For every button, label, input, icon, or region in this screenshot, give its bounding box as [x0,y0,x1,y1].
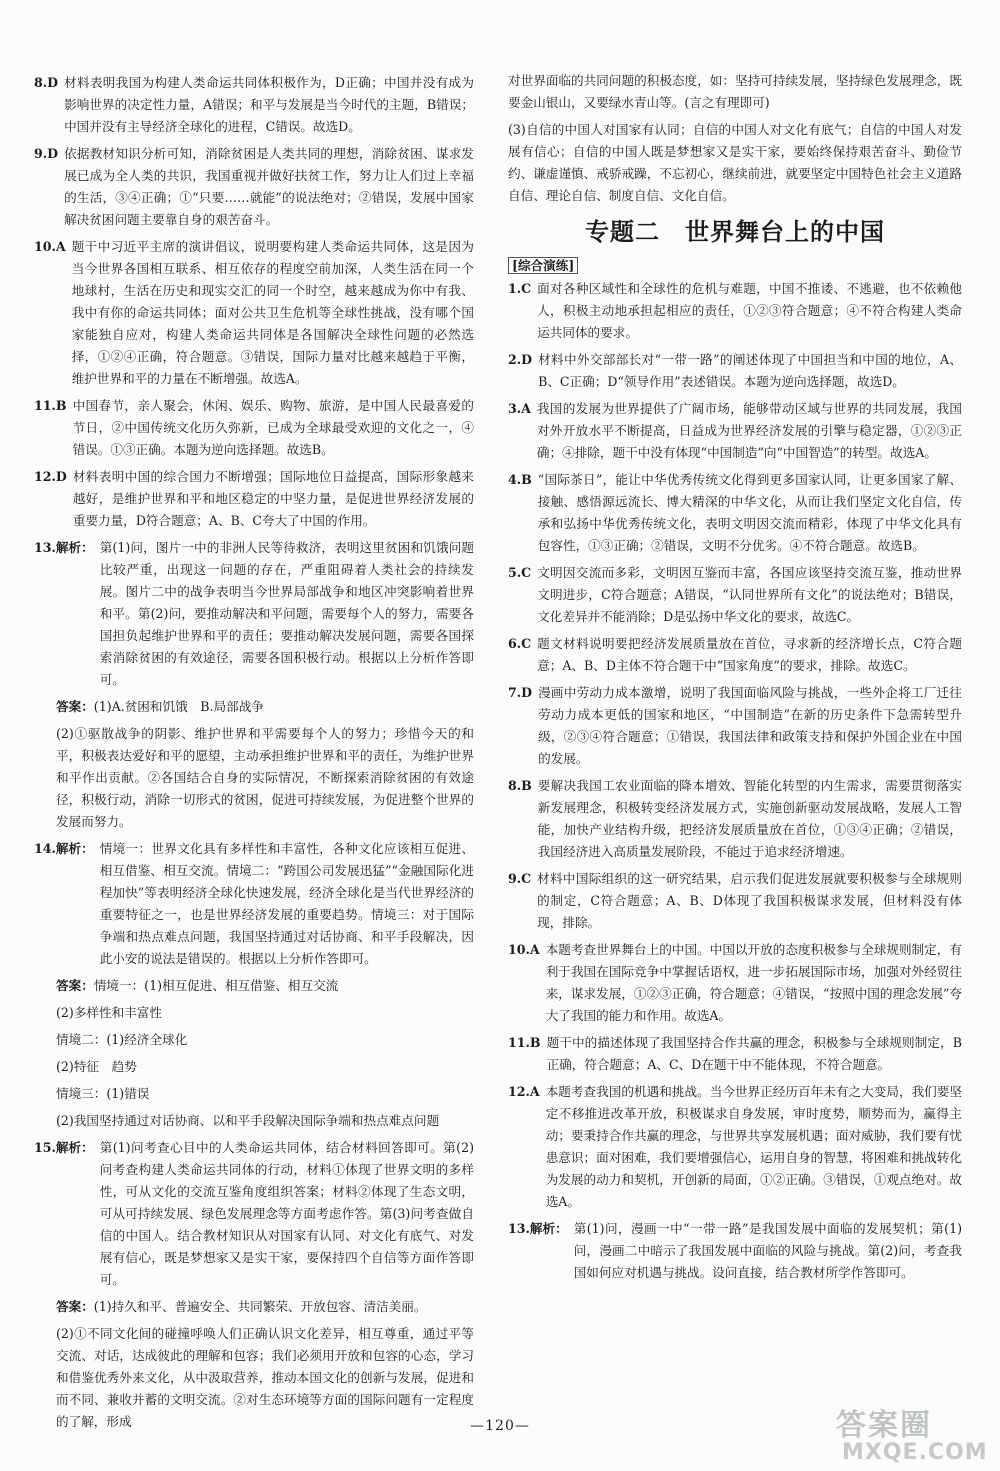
question-number: 10.A [34,239,66,254]
question-text: 中国春节，亲人聚会，休闲、娱乐、购物、旅游，是中国人民最喜爱的节日，②中国传统文化历久弥新，已成为全球最受欢迎的文化之一，④错误。①③正确。本题为逆向选择题。故选B。 [72,398,474,457]
question-item [508,682,962,770]
answer-continuation [34,1323,474,1433]
answer-continuation [508,119,962,207]
question-number: 10.A [508,942,540,957]
paragraph-text: (2)我国坚持通过对话协商、以和平手段解决国际争端和热点难点问题 [56,1113,440,1128]
question-number: 9.D [34,146,59,161]
watermark-logo [830,1400,1000,1471]
question-item [508,349,962,393]
answer-continuation [34,1056,474,1078]
right-column [508,70,962,1289]
question-number: 1.C [508,281,532,296]
page-number: —120— [470,1418,530,1434]
question-item [508,775,962,863]
question-text: 情境一：世界文化具有多样性和丰富性，各种文化应该相互促进、相互借鉴、相互交流。情境二：“跨国公司发展迅猛”“金融国际化进程加快”等表明经济全球化快速发展，经济全球化是当代世界经济的重要特征之一，也是世界经济发展的重要趋势。情境三：对于国际争端和热点难点问题，我国坚持通过对话协商、和平手段解决，因此小安的说法是错误的。根据以上分析作答即可。 [99,841,474,966]
question-text: 第(1)问考查心目中的人类命运共同体，结合材料回答即可。第(2)问考查构建人类命运共同体的行动，材料①体现了世界文明的多样性，可从文化的交流互鉴角度组织答案；材料②体现了生态文明，可从可持续发展、绿色发展理念等方面考虑作答。第(3)问考查做自信的中国人。结合教材知识从对国家有认同、对文化有底气、对发展有信心，既是梦想家又是实干家，要保持四个自信等方面作答即可。 [99,1140,474,1287]
paragraph-text: 对世界面临的共同问题的积极态度，如：坚持可持续发展，坚持绿色发展理念，既要金山银山，又要绿水青山等。(言之有理即可) [508,73,962,110]
question-number: 2.D [508,352,533,367]
question-text: 材料表明我国为构建人类命运共同体积极作为，D正确；中国并没有成为影响世界的决定性力量，A错误；和平与发展是当今时代的主题，B错误；中国并没有主导经济全球化的进程，C错误。故选D。 [64,75,474,134]
left-column [34,72,474,1438]
answer-continuation [34,1110,474,1132]
question-item [508,633,962,677]
question-number: 3.A [508,401,531,416]
question-item [34,72,474,138]
question-number: 5.C [508,565,532,580]
right-bottom-items [508,278,962,1284]
question-text: 题干中的描述体现了我国坚持合作共赢的理念，积极参与全球规则制定，B正确，符合题意；A、C、D在题干中不能体现，不符合题意。 [546,1035,962,1072]
question-number: 8.B [508,778,532,793]
paragraph-text: 情境二：(1)经济全球化 [56,1032,188,1047]
question-number: 7.D [508,685,533,700]
question-item [508,278,962,344]
question-item [508,1218,962,1284]
question-item [508,868,962,934]
question-number: 11.B [34,398,67,413]
question-text: 第(1)问，漫画一中“一带一路”是我国发展中面临的发展契机；第(1)问，漫画二中暗示了我国发展中面临的风险与挑战。第(2)问，考查我国如何应对机遇与挑战。设问直接，结合教材所学作答即可。 [573,1221,962,1280]
question-number: 13.解析： [34,540,94,555]
answer-label: 答案： [56,699,94,714]
question-number: 9.C [508,871,532,886]
paragraph-text: (2)①驱散战争的阴影、维护世界和平需要每个人的努力；珍惜今天的和平，积极表达爱好和平的愿望，主动承担维护世界和平的责任，为维护世界和平作出贡献。②各国结合自身的实际情况，不断探索消除贫困的有效途径，积极行动，消除一切形式的贫困，促进可持续发展，为促进整个世界的发展而努力。 [56,726,474,829]
paragraph-text: (2)特征 趋势 [56,1059,137,1074]
answer-continuation [34,1083,474,1105]
question-text: 我国的发展为世界提供了广阔市场，能够带动区域与世界的共同发展，我国对外开放水平不断提高，日益成为世界经济发展的引擎与稳定器，①②③正确；④排除，题干中没有体现“中国制造”向“中国智造”的转型。故选A。 [536,401,962,460]
question-text: 文明因交流而多彩，文明因互鉴而丰富，各国应该坚持交流互鉴，推动世界文明进步，C符合题意；A错误，“认同世界所有文化”的说法绝对；B错误，文化差异并不能消除；D是弘扬中华文化的要求，故选C。 [537,565,962,624]
section-title: 专题二 世界舞台上的中国 [585,217,885,246]
question-item [34,395,474,461]
answer-continuation [34,1002,474,1024]
question-item [34,1137,474,1291]
question-text: 本题考查世界舞台上的中国。中国以开放的态度积极参与全球规则制定，有利于我国在国际竞争中掌握话语权，进一步拓展国际市场，加强对外经贸往来，谋求发展，①②③正确，符合题意；④错误，“按照中国的理念发展”夸大了我国的能力和作用。故选A。 [545,942,962,1023]
answer-label: 答案： [56,978,94,993]
question-number: 8.D [34,75,59,90]
question-item [508,1032,962,1076]
right-top-continuation [508,70,962,207]
question-item [508,1081,962,1213]
answer-line [34,696,474,718]
question-item [508,562,962,628]
answer-continuation [34,723,474,833]
question-text: 依据教材知识分析可知，消除贫困是人类共同的理想，消除贫困、谋求发展已成为全人类的共识，我国重视并做好扶贫工作，努力让人们过上幸福的生活，③④正确；①“只要……就能”的说法绝对；②错误，发展中国家解决贫困问题主要靠自身的艰苦奋斗。 [64,146,474,227]
question-number: 12.D [34,469,67,484]
paragraph-text: 情境三：(1)错误 [56,1086,150,1101]
answer-text: (1)持久和平、普遍安全、共同繁荣、开放包容、清洁美丽。 [93,1299,427,1314]
question-item [508,469,962,557]
question-text: “国际茶日”，能让中华优秀传统文化得到更多国家认同，让更多国家了解、接触、感悟源远流长、博大精深的中华文化，从而让我们坚定文化自信，传承和弘扬中华优秀传统文化，表明文明因交流而精彩，体现了中华文化具有包容性，①③正确；②错误，文明不分优劣。④不符合题意。故选B。 [537,472,962,553]
paragraph-text: (3)自信的中国人对国家有认同；自信的中国人对文化有底气；自信的中国人对发展有信心；自信的中国人既是梦想家又是实干家，要始终保持艰苦奋斗、勤俭节约、谦虚谨慎、戒骄戒躁，不忘初心，继续前进，就要坚定中国特色社会主义道路自信、理论自信、制度自信、文化自信。 [508,122,962,203]
watermark-url: MXQE.COM [842,1440,988,1465]
answer-line [34,1296,474,1318]
question-text: 材料表明中国的综合国力不断增强；国际地位日益提高，国际形象越来越好，是维护世界和平和地区稳定的中坚力量，是促进世界经济发展的重要力量，D符合题意；A、B、C夸大了中国的作用。 [72,469,474,528]
answer-line [34,975,474,997]
question-text: 漫画中劳动力成本激增，说明了我国面临风险与挑战，一些外企将工厂迁往劳动力成本更低的国家和地区，“中国制造”在新的历史条件下急需转型升级，②③④符合题意；①错误，我国法律和政策支持和保护外国企业在中国的发展。 [538,685,962,766]
section-tag [508,255,962,274]
section-tag-label: [综合演练] [508,257,578,274]
question-text: 要解决我国工农业面临的降本增效、智能化转型的内生需求，需要贯彻落实新发展理念，积极转变经济发展方式，实施创新驱动发展战略，发展人工智能，加快产业结构升级，把经济发展质量放在首位，①③④正确；②错误，我国经济进入高质量发展阶段，不能过于追求经济增速。 [537,778,962,859]
question-text: 本题考查我国的机遇和挑战。当今世界正经历百年未有之大变局，我们要坚定不移推进改革开放，积极谋求自身发展，审时度势，顺势而为，赢得主动；要秉持合作共赢的理念，与世界共享发展机遇；面对威胁，我们要有忧患意识；面对困难，我们要增强信心，运用自身的智慧，将困难和挑战转化为发展的动力和契机，开创新的局面，①②正确。③错误，①观点绝对。故选A。 [545,1084,962,1209]
question-number: 14.解析： [34,841,94,856]
question-item [34,537,474,691]
paragraph-text: (2)多样性和丰富性 [56,1005,162,1020]
question-item [34,466,474,532]
question-text: 面对各种区域性和全球性的危机与难题，中国不推诿、不逃避，也不依赖他人，积极主动地承担起相应的责任，①②③符合题意；④不符合构建人类命运共同体的要求。 [537,281,962,340]
answer-continuation [34,1029,474,1051]
question-text: 题干中习近平主席的演讲倡议，说明要构建人类命运共同体，这是因为当今世界各国相互联系、相互依存的程度空前加深，人类生活在同一个地球村，生活在历史和现实交汇的同一个时空，越来越成为你中有我、我中有你的命运共同体；面对公共卫生危机等全球性挑战，没有哪个国家能独自应对，构建人类命运共同体是各国解决全球性问题的必然选择，①②④正确，符合题意。③错误，国际力量对比越来越趋于平衡，维护世界和平的力量在不断增强。故选A。 [71,239,474,386]
question-number: 12.A [508,1084,540,1099]
question-item [508,939,962,1027]
answer-label: 答案： [56,1299,94,1314]
answer-text: (1)A.贫困和饥饿 B.局部战争 [93,699,264,714]
question-number: 4.B [508,472,532,487]
question-text: 题文材料说明要把经济发展质量放在首位，寻求新的经济增长点，C符合题意；A、B、D主体不符合题干中“国家角度”的要求，排除。故选C。 [537,636,962,673]
watermark-text: 答案圈 [836,1408,932,1443]
question-number: 6.C [508,636,532,651]
question-text: 材料中国际组织的这一研究结果，启示我们促进发展就要积极参与全球规则的制定，C符合题意；A、B、D体现了我国积极谋求发展，但材料没有体现，排除。 [537,871,962,930]
question-text: 第(1)问，图片一中的非洲人民等待救济，表明这里贫困和饥饿问题比较严重，出现这一问题的存在，严重阻碍着人类社会的持续发展。图片二中的战争表明当今世界局部战争和地区冲突影响着世界和平。第(2)问，要推动解决和平问题，需要每个人的努力，需要各国担负起维护世界和平的责任；要推动解决发展问题，需要各国探索消除贫困的有效途径，需要各国积极行动。根据以上分析作答即可。 [99,540,474,687]
answer-text: 情境一：(1)相互促进、相互借鉴、相互交流 [93,978,339,993]
question-text: 材料中外交部部长对“一带一路”的阐述体现了中国担当和中国的地位，A、B、C正确；D“领导作用”表述错误。本题为逆向选择题，故选D。 [538,352,962,389]
question-item [508,398,962,464]
question-number: 11.B [508,1035,541,1050]
question-item [34,236,474,390]
paragraph-text: (2)①不同文化间的碰撞呼唤人们正确认识文化差异，相互尊重，通过平等交流、对话，达成彼此的理解和包容；我们必须用开放和包容的心态，学习和借鉴优秀外来文化，从中汲取营养，推动本国文化的创新与发展，促进和而不同、兼收并蓄的文明交流。②对生态环境等方面的国际问题有一定程度的了解，形成 [56,1326,474,1429]
answer-continuation [508,70,962,114]
question-number: 15.解析： [34,1140,94,1155]
question-item [34,838,474,970]
question-number: 13.解析： [508,1221,568,1236]
question-item [34,143,474,231]
